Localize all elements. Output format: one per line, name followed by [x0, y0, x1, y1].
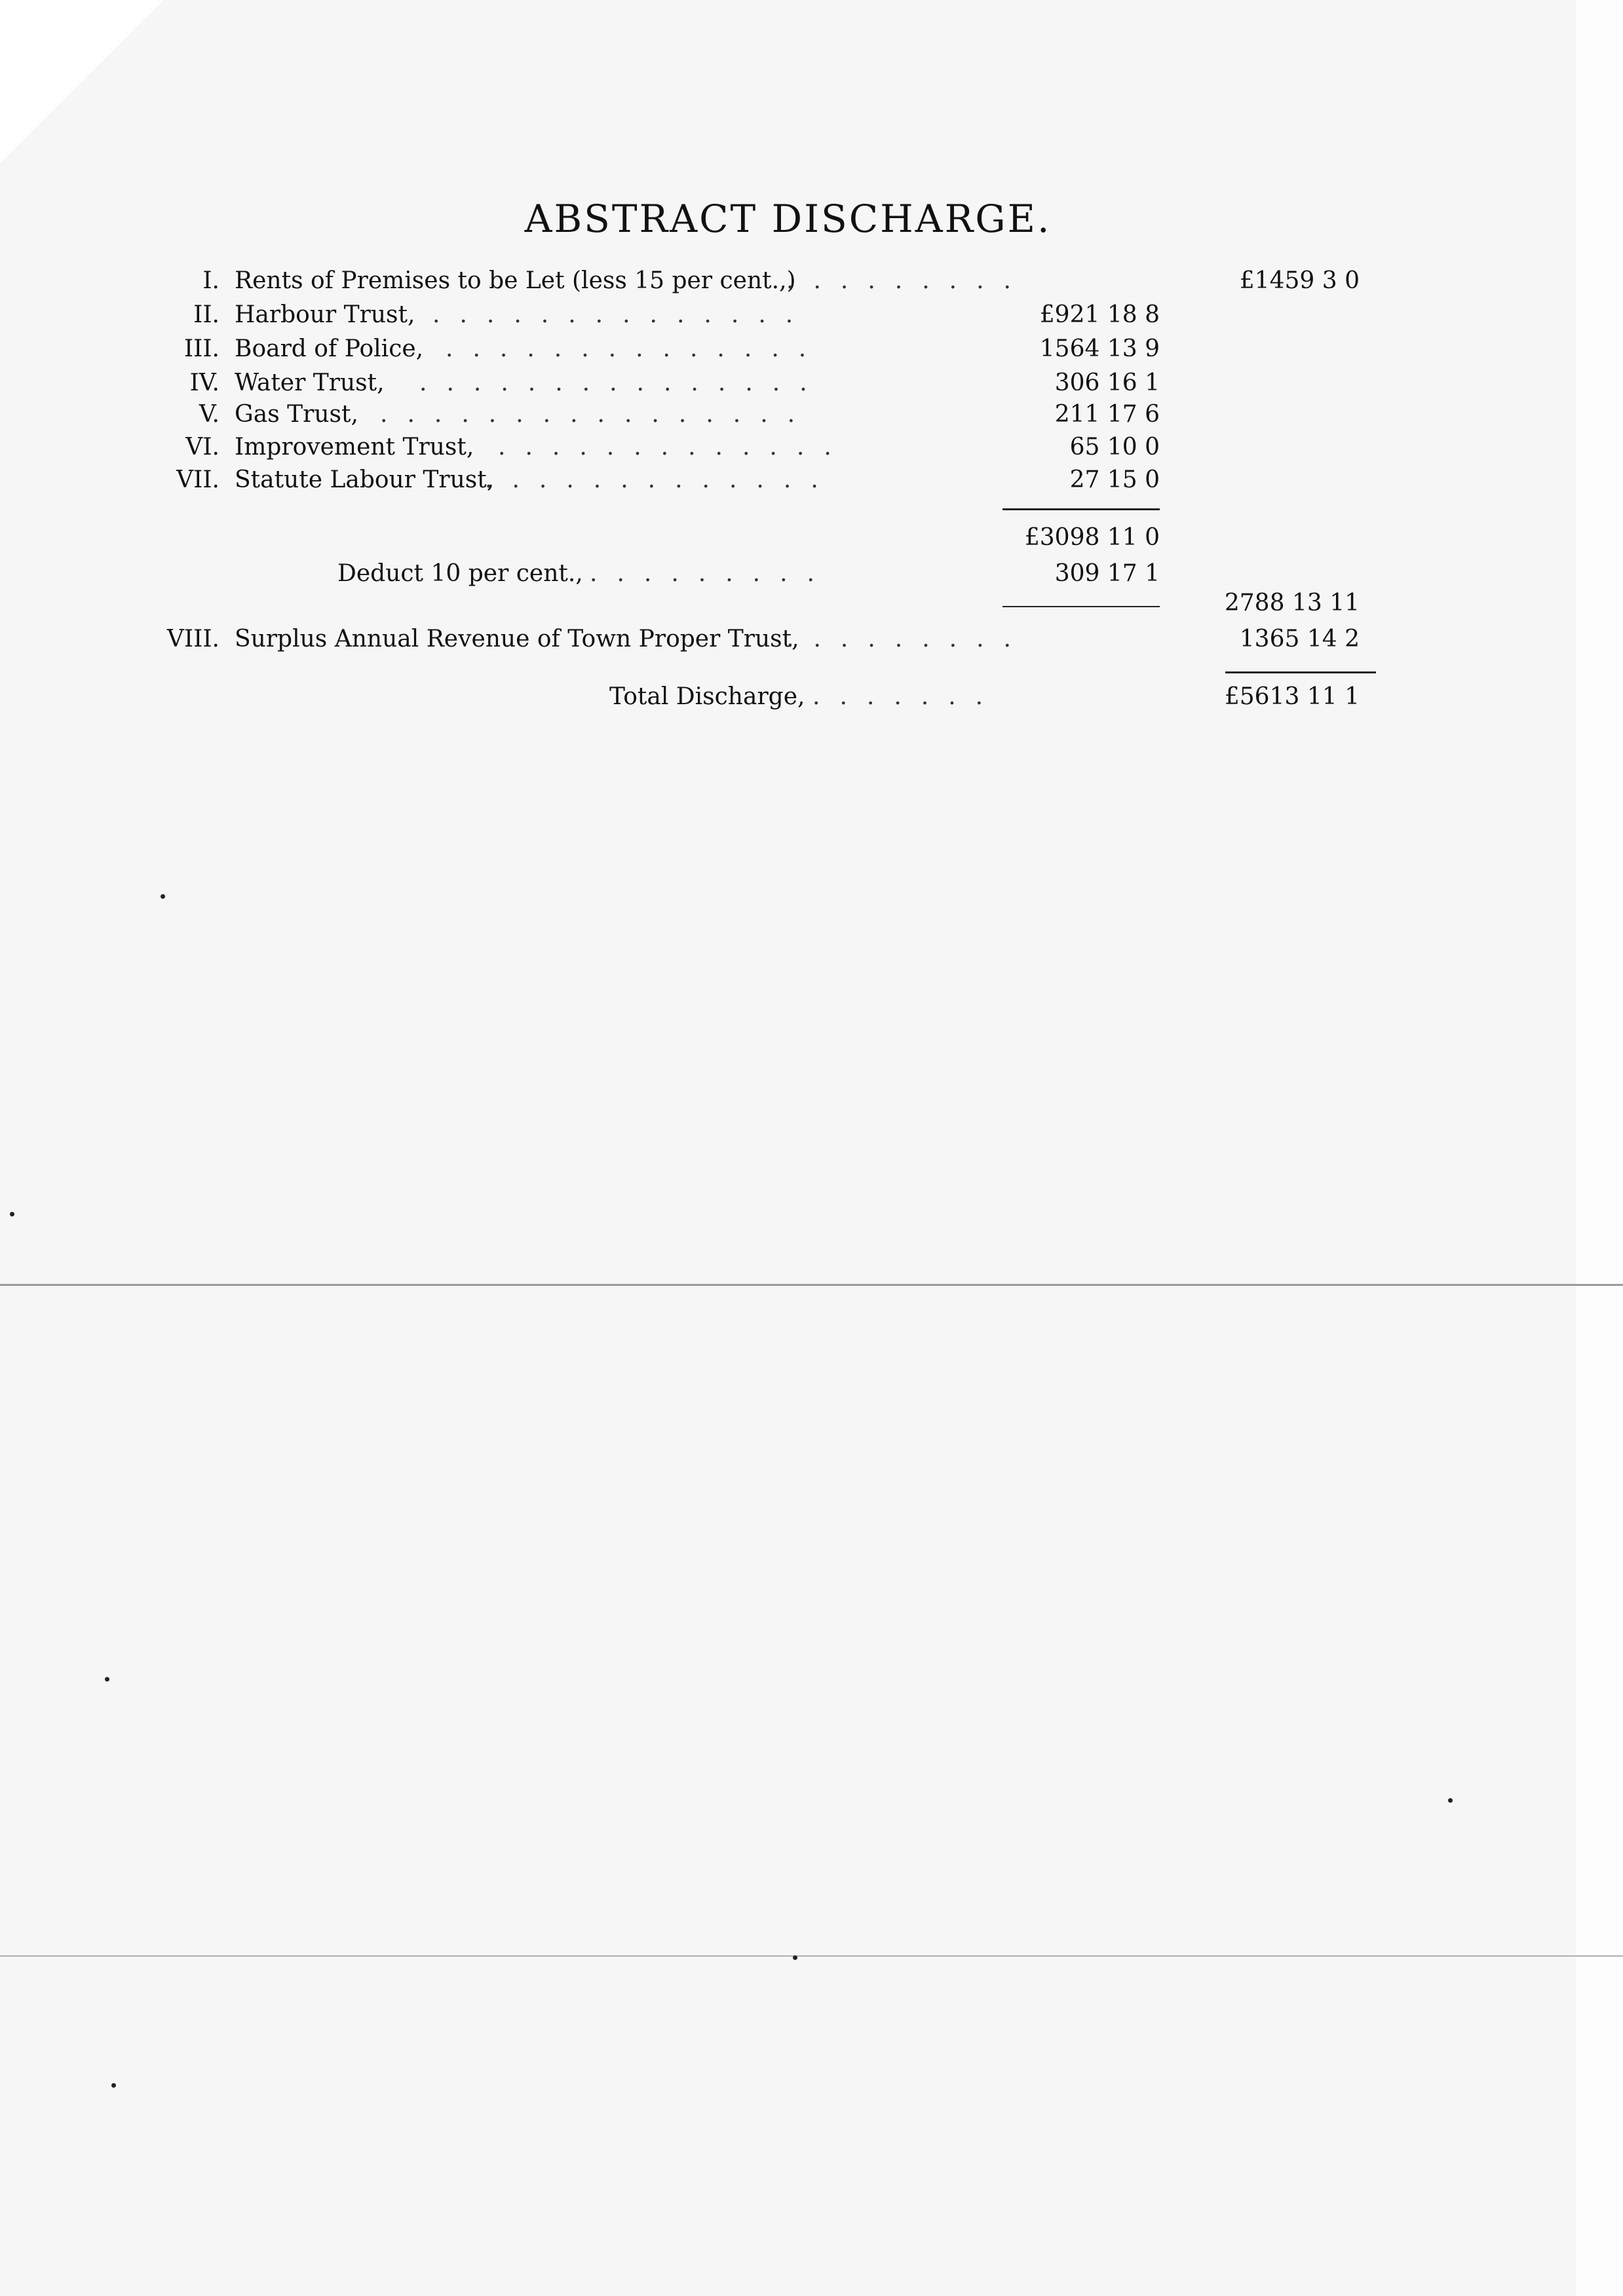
page-title: ABSTRACT DISCHARGE.	[524, 197, 1052, 241]
item-number: VIII.	[166, 626, 220, 652]
paper-speck	[111, 2083, 116, 2088]
item-amount: £921 18 8	[1039, 301, 1160, 328]
item-amount: 27 15 0	[1069, 466, 1160, 493]
item-label: Water Trust,	[235, 369, 385, 396]
list-item	[0, 626, 1576, 665]
item-label: Improvement Trust,	[235, 434, 474, 461]
leader-dots: .........	[786, 267, 1031, 294]
leader-dots: .........	[590, 560, 834, 587]
leader-dots: .............	[485, 466, 838, 493]
item-number: I.	[202, 267, 220, 294]
subtotal-amount: £3098 11 0	[1024, 524, 1160, 551]
item-amount: 211 17 6	[1054, 401, 1160, 428]
bleed-through-text	[164, 707, 1356, 2149]
leader-dots: ................	[380, 401, 815, 428]
net-row	[0, 590, 1576, 629]
item-number: V.	[199, 401, 220, 428]
net-amount: 2788 13 11	[1224, 590, 1360, 616]
item-label: Board of Police,	[235, 335, 424, 362]
total-row	[0, 683, 1576, 723]
item-label: Harbour Trust,	[235, 301, 415, 328]
paper-speck	[1448, 1798, 1453, 1803]
paper-speck	[105, 1677, 109, 1682]
item-amount: 1564 13 9	[1039, 335, 1160, 362]
item-number: III.	[183, 335, 220, 362]
item-label: Surplus Annual Revenue of Town Proper Trust,	[235, 626, 799, 652]
paper-speck	[161, 894, 165, 899]
leader-dots: .............	[498, 434, 851, 461]
leader-dots: .......	[812, 683, 1003, 710]
deduct-amount: 309 17 1	[1054, 560, 1160, 587]
item-label: Statute Labour Trust,	[235, 466, 495, 493]
item-amount-total: 1365 14 2	[1239, 626, 1360, 652]
page-edge	[1576, 0, 1623, 2296]
paper-speck	[10, 1212, 14, 1216]
total-rule	[1225, 671, 1376, 673]
item-amount: 306 16 1	[1054, 369, 1160, 396]
total-label: Total Discharge,	[609, 683, 805, 710]
item-number: IV.	[189, 369, 220, 396]
item-number: VII.	[176, 466, 220, 493]
deduct-label: Deduct 10 per cent.,	[337, 560, 583, 587]
item-number: VI.	[185, 434, 220, 461]
list-item	[0, 301, 1576, 341]
paper-speck	[793, 1955, 797, 1960]
leader-dots: ..............	[432, 301, 813, 328]
list-item	[0, 335, 1576, 375]
leader-dots: .........	[786, 626, 1031, 652]
subtotal-row	[0, 524, 1576, 563]
total-amount: £5613 11 1	[1224, 683, 1360, 710]
leader-dots: ..............	[446, 335, 826, 362]
list-item	[0, 466, 1576, 506]
item-label: Rents of Premises to be Let (less 15 per cent.,)	[235, 267, 796, 294]
item-number: II.	[193, 301, 220, 328]
leader-dots: ...............	[419, 369, 827, 396]
list-item	[0, 267, 1576, 307]
item-amount: 65 10 0	[1069, 434, 1160, 461]
folded-corner	[0, 0, 164, 164]
item-amount-total: £1459 3 0	[1239, 267, 1360, 294]
subtotal-rule	[1002, 508, 1160, 510]
paper-crease	[0, 1955, 1623, 1957]
item-label: Gas Trust,	[235, 401, 358, 428]
paper-crease	[0, 1284, 1623, 1286]
